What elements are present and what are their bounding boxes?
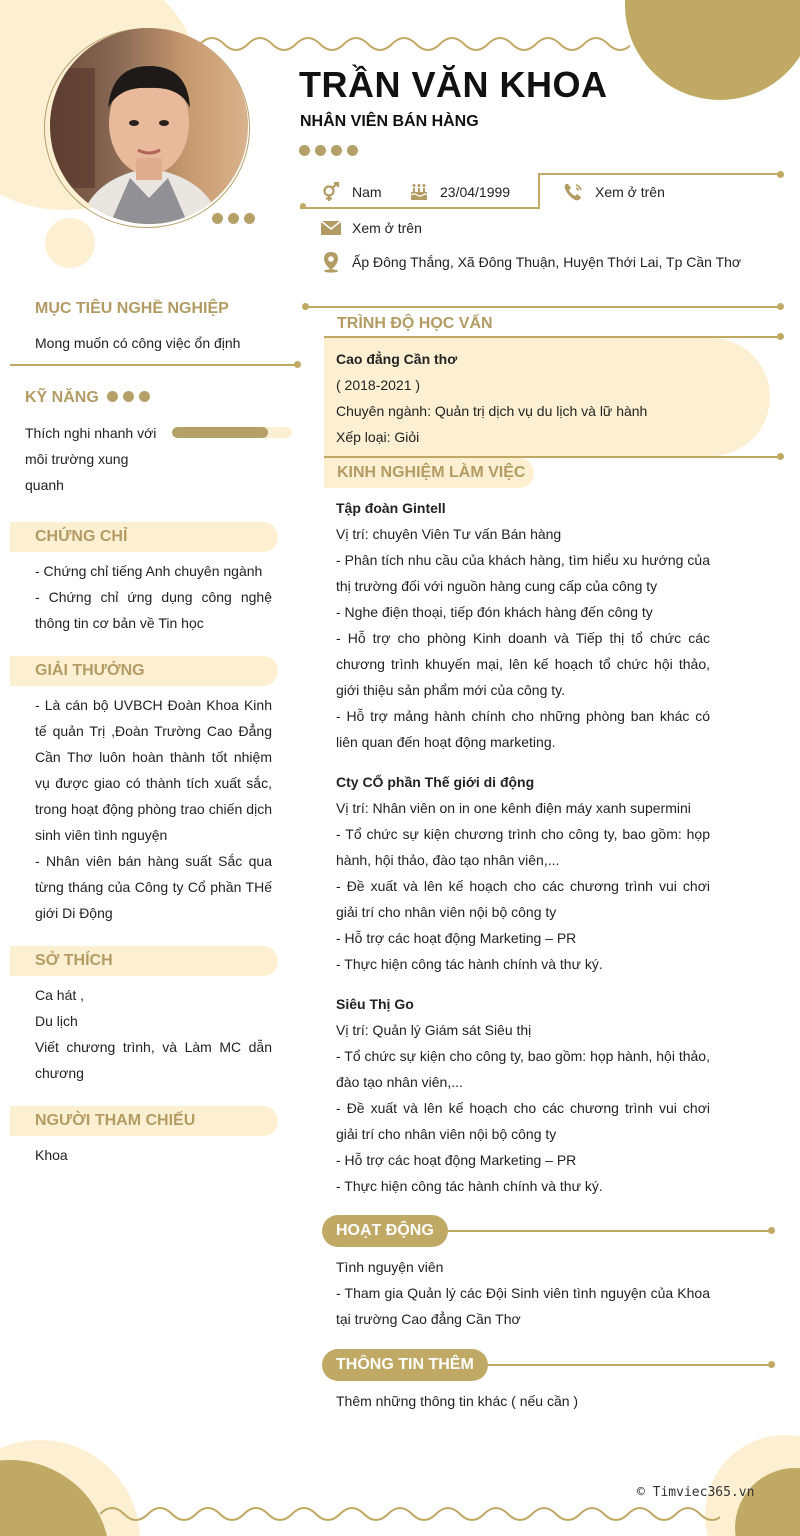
job-role: Vị trí: Quản lý Giám sát Siêu thị (336, 1022, 532, 1038)
activities-line-dot (768, 1227, 775, 1234)
phone-info (563, 182, 665, 202)
education-content (336, 346, 756, 450)
education-major: Chuyên ngành: Quản trị dịch vụ du lịch và lữ hành (336, 403, 648, 419)
awards-list (35, 692, 272, 926)
contact-line-end-dot (777, 171, 784, 178)
hobbies-title: SỞ THÍCH (35, 952, 113, 969)
job-task: - Đề xuất và lên kế hoạch cho các chương trình vui chơi giải trí cho nhân viên nội bộ công ty (336, 878, 710, 920)
activities-title: HOẠT ĐỘNG (336, 1222, 434, 1239)
contact-line-vertical (538, 173, 540, 209)
extra-line (470, 1364, 775, 1366)
contact-line-dot (300, 203, 306, 209)
address-value: Ấp Đông Thắng, Xã Đông Thuận, Huyện Thới Lai, Tp Cần Thơ (352, 254, 742, 270)
activity-name: Tình nguyện viên (336, 1259, 444, 1275)
job-task: - Hỗ trợ mảng hành chính cho những phòng ban khác có liên quan đến hoạt động marketing. (336, 708, 710, 750)
objective-text: Mong muốn có công việc ổn định (35, 335, 241, 351)
email-value: Xem ở trên (352, 220, 422, 236)
skills-title: KỸ NĂNG (25, 389, 99, 406)
job-company: Tập đoàn Gintell (336, 500, 446, 516)
activities-header (322, 1215, 448, 1247)
activity-text: - Tham gia Quản lý các Đội Sinh viên tình nguyện của Khoa tại trường Cao đẳng Cần Thơ (336, 1285, 710, 1327)
job-task: - Thực hiện công tác hành chính và thư ký. (336, 1178, 603, 1194)
phone-value: Xem ở trên (595, 184, 665, 200)
objective-divider-dot (294, 361, 301, 368)
contact-line-bottom (300, 207, 540, 209)
hobby-item: Viết chương trình, và Làm MC dẫn chương (35, 1039, 272, 1081)
hobby-item: Ca hát , (35, 987, 85, 1003)
job-task: - Hỗ trợ các hoạt động Marketing – PR (336, 930, 577, 946)
job-2 (336, 769, 710, 977)
extra-line-dot (768, 1361, 775, 1368)
certificates-title: CHỨNG CHỈ (35, 528, 128, 545)
job-company: Cty CỔ phần Thế giới di động (336, 774, 535, 790)
avatar-dots (212, 213, 255, 224)
wave-line-top (200, 30, 630, 56)
award-item: - Nhân viên bán hàng suất Sắc qua từng tháng của Công ty Cổ phần THế giới Di Động (35, 853, 272, 921)
certificate-item: - Chứng chỉ ứng dụng công nghệ thông tin cơ bản về Tin học (35, 589, 272, 631)
job-1 (336, 495, 710, 755)
extra-header (322, 1349, 488, 1381)
contact-line-top (538, 173, 780, 175)
wave-line-bottom (100, 1500, 720, 1526)
references-header (10, 1106, 278, 1136)
skill-name-line: quanh (25, 477, 64, 493)
skill-name-line: môi trường xung (25, 451, 129, 467)
extra-text: Thêm những thông tin khác ( nếu cần ) (336, 1393, 579, 1409)
gender-icon (320, 182, 342, 202)
email-icon (320, 218, 342, 238)
education-top-dot-left (302, 303, 309, 310)
job-position: NHÂN VIÊN BÁN HÀNG (300, 113, 479, 130)
gender-value: Nam (352, 184, 382, 200)
awards-title: GIẢI THƯỞNG (35, 662, 145, 679)
education-grade: Xếp loại: Giỏi (336, 429, 420, 445)
job-task: - Tổ chức sự kiện chương trình cho công ty, bao gồm: họp hành, hội thảo, đào tạo nhân viên,... (336, 826, 710, 868)
header-dots (299, 145, 358, 156)
birthday-info (408, 182, 510, 202)
job-role: Vị trí: Nhân viên on in one kênh điện máy xanh supermini (336, 800, 691, 816)
education-top-line (304, 306, 780, 308)
hobbies-list (35, 982, 272, 1086)
job-3 (336, 991, 710, 1199)
email-info (320, 218, 422, 238)
avatar (50, 28, 248, 224)
cake-icon (408, 182, 430, 202)
job-task: - Đề xuất và lên kế hoạch cho các chương trình vui chơi giải trí cho nhân viên nội bộ công ty (336, 1100, 710, 1142)
location-icon (320, 252, 342, 272)
objective-title: MỤC TIÊU NGHỀ NGHIỆP (35, 300, 229, 317)
phone-icon (563, 182, 585, 202)
hobbies-header (10, 946, 278, 976)
references-title: NGƯỜI THAM CHIẾU (35, 1112, 196, 1129)
education-top-dot-right (777, 303, 784, 310)
references-text: Khoa (35, 1147, 68, 1163)
skill-level-bar (172, 427, 292, 438)
education-title: TRÌNH ĐỘ HỌC VẤN (337, 315, 493, 332)
education-school: Cao đẳng Cần thơ (336, 351, 458, 367)
gender-info (320, 182, 382, 202)
awards-header (10, 656, 278, 686)
address-info (320, 252, 741, 272)
job-task: - Thực hiện công tác hành chính và thư ký. (336, 956, 603, 972)
job-role: Vị trí: chuyên Viên Tư vấn Bán hàng (336, 526, 562, 542)
decor-circle-small (45, 218, 95, 268)
activities-line (420, 1230, 775, 1232)
skill-item (25, 420, 170, 498)
skill-name-line: Thích nghi nhanh với (25, 425, 157, 441)
job-task: - Hỗ trợ các hoạt động Marketing – PR (336, 1152, 577, 1168)
decor-circle-top-right (625, 0, 800, 100)
job-task: - Tổ chức sự kiện cho công ty, bao gồm: họp hành, hội thảo, đào tạo nhân viên,... (336, 1048, 710, 1090)
skills-dots (107, 391, 150, 402)
certificate-item: - Chứng chỉ tiếng Anh chuyên ngành (35, 563, 263, 579)
award-item: - Là cán bộ UVBCH Đoàn Khoa Kinh tế quản Trị ,Đoàn Trường Cao Đẳng Cần Thơ luôn hoàn thành tốt nhiệm vụ được giao có thành tích xuất sắc, trong hoạt động phòng trao chiến dịch sinh viên tình nguyện (35, 697, 272, 843)
activities-content (336, 1254, 710, 1332)
certificates-list (35, 558, 272, 636)
hobby-item: Du lịch (35, 1013, 78, 1029)
job-task: - Nghe điện thoại, tiếp đón khách hàng đến công ty (336, 604, 653, 620)
education-under-dot (777, 333, 784, 340)
full-name: TRẦN VĂN KHOA (299, 64, 608, 105)
job-task: - Hỗ trợ cho phòng Kinh doanh và Tiếp thị tổ chức các chương trình khuyến mại, lên kế hoạch tổ chức hội thảo, giới thiệu sản phẩm mới của công ty. (336, 630, 710, 698)
education-years: ( 2018-2021 ) (336, 377, 421, 393)
objective-divider (10, 364, 298, 366)
experience-title: KINH NGHIỆM LÀM VIỆC (337, 464, 526, 481)
skill-level-fill (172, 427, 268, 438)
birthday-value: 23/04/1999 (440, 184, 511, 200)
footer-credit: © Timviec365.vn (637, 1485, 755, 1500)
job-task: - Phân tích nhu cầu của khách hàng, tìm hiểu xu hướng của thị trường đối với nguồn hàng cung cấp của công ty (336, 552, 710, 594)
certificates-header (10, 522, 278, 552)
experience-top-dot (777, 453, 784, 460)
extra-title: THÔNG TIN THÊM (336, 1356, 474, 1373)
job-company: Siêu Thị Go (336, 996, 414, 1012)
